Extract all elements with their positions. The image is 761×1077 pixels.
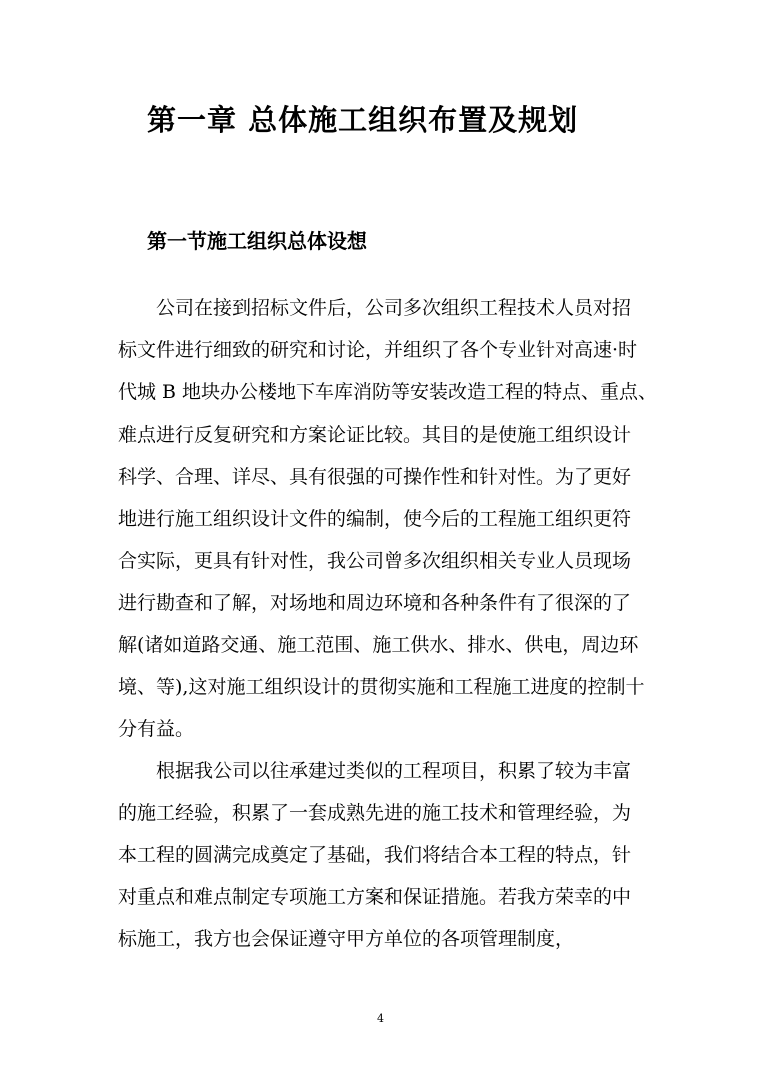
paragraph-line: 地进行施工组织设计文件的编制，使今后的工程施工组织更符 — [118, 508, 632, 530]
paragraph-line: 根据我公司以往承建过类似的工程项目，积累了较为丰富 — [156, 760, 632, 782]
section-title: 第一节施工组织总体设想 — [147, 229, 367, 253]
paragraph-line: 本工程的圆满完成奠定了基础，我们将结合本工程的特点，针 — [118, 844, 632, 866]
paragraph-line: 的施工经验，积累了一套成熟先进的施工技术和管理经验，为 — [118, 802, 632, 824]
paragraph-line: 进行勘查和了解，对场地和周边环境和各种条件有了很深的了 — [118, 592, 632, 614]
paragraph-line: 公司在接到招标文件后，公司多次组织工程技术人员对招 — [156, 297, 632, 319]
paragraph-line: 难点进行反复研究和方案论证比较。其目的是使施工组织设计 — [118, 424, 632, 446]
paragraph-line: 标施工，我方也会保证遵守甲方单位的各项管理制度， — [118, 928, 575, 950]
paragraph-line: 代城 B 地块办公楼地下车库消防等安装改造工程的特点、重点、 — [118, 381, 658, 403]
paragraph-line: 标文件进行细致的研究和讨论，并组织了各个专业针对高速·时 — [118, 339, 638, 361]
paragraph-line: 科学、合理、详尽、具有很强的可操作性和针对性。为了更好 — [118, 466, 632, 488]
page-number: 4 — [377, 1012, 384, 1025]
chapter-title: 第一章 总体施工组织布置及规划 — [147, 103, 579, 137]
paragraph-line: 境、等),这对施工组织设计的贯彻实施和工程施工进度的控制十 — [118, 676, 645, 698]
paragraph-line: 解(诸如道路交通、施工范围、施工供水、排水、供电，周边环 — [118, 634, 639, 656]
paragraph-line: 合实际，更具有针对性，我公司曾多次组织相关专业人员现场 — [118, 550, 632, 572]
paragraph-line: 对重点和难点制定专项施工方案和保证措施。若我方荣幸的中 — [118, 886, 632, 908]
paragraph-line: 分有益。 — [118, 718, 195, 740]
